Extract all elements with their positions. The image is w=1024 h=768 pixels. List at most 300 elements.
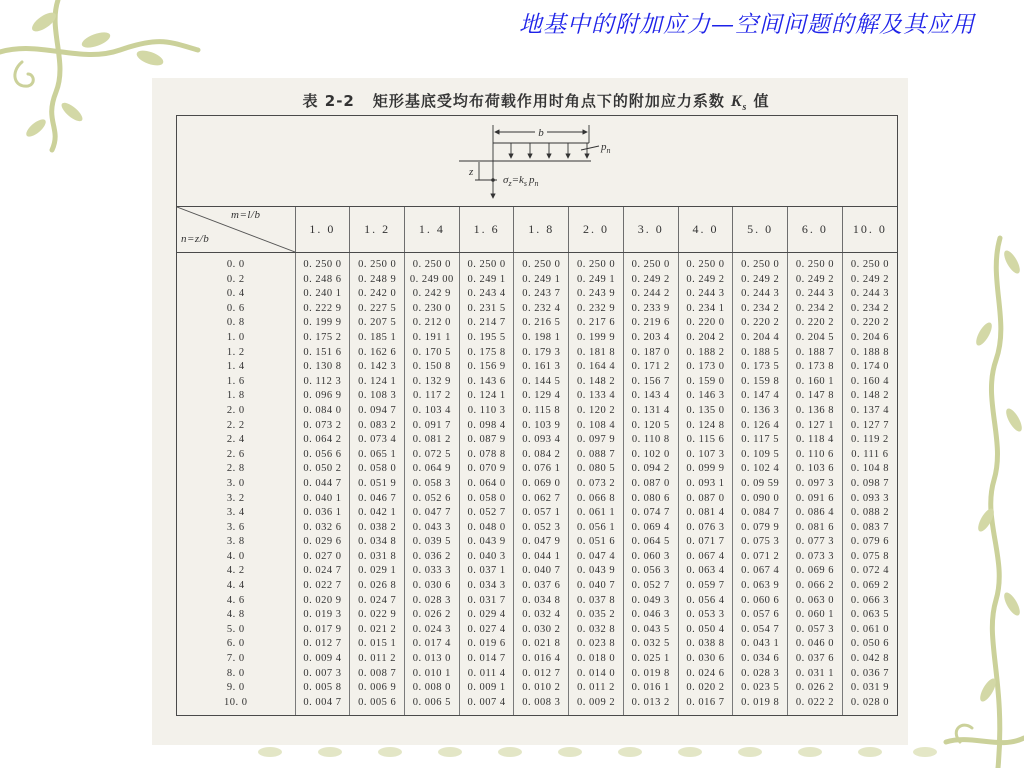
n-value-cell: 1. 0 [226,331,245,343]
coefficient-cell: 0. 071 7 [678,535,733,550]
coefficient-cell: 0. 059 7 [678,579,733,594]
coefficient-cell: 0. 159 8 [733,375,788,390]
coefficient-cell: 0. 038 8 [678,637,733,652]
coefficient-cell: 0. 212 0 [405,316,460,331]
coefficient-cell: 0. 088 7 [569,448,624,463]
stress-formula: $\sigma_z=k_s$ $p_n$ [503,174,539,188]
coefficient-cell: 0. 008 3 [514,696,569,716]
coefficient-cell: 0. 069 0 [514,477,569,492]
coefficient-cell: 0. 124 1 [459,389,514,404]
coefficient-cell: 0. 243 7 [514,287,569,302]
coefficient-cell: 0. 064 5 [623,535,678,550]
coefficient-cell: 0. 104 8 [842,462,897,477]
caption-suffix: 值 [753,92,770,110]
coefficient-cell: 0. 040 1 [295,492,350,507]
coefficient-cell: 0. 073 4 [350,433,405,448]
coefficient-cell: 0. 109 5 [733,448,788,463]
coefficient-cell: 0. 073 2 [295,419,350,434]
coefficient-cell: 0. 108 3 [350,389,405,404]
table-row [177,331,897,346]
n-value-cell: 4. 4 [226,580,245,592]
leaf [1001,590,1023,618]
coefficient-cell: 0. 142 3 [350,360,405,375]
leaf [80,29,112,51]
coefficient-cell: 0. 175 8 [459,346,514,361]
coefficient-cell: 0. 069 2 [842,579,897,594]
coefficient-cell: 0. 087 0 [678,492,733,507]
coefficient-cell: 0. 175 2 [295,331,350,346]
coefficient-cell: 0. 016 7 [678,696,733,716]
coefficient-cell: 0. 148 2 [569,375,624,390]
table-row [177,696,897,716]
coefficient-cell: 0. 249 2 [842,273,897,288]
coefficient-cell: 0. 124 8 [678,419,733,434]
m-column-header: 1. 6 [459,207,514,253]
coefficient-cell: 0. 023 8 [569,637,624,652]
coefficient-cell: 0. 150 8 [405,360,460,375]
coefficient-cell: 0. 188 8 [842,346,897,361]
coefficient-cell: 0. 231 5 [459,302,514,317]
leaf [498,747,522,757]
coefficient-cell: 0. 198 1 [514,331,569,346]
coefficient-cell: 0. 058 0 [459,492,514,507]
coefficient-cell: 0. 151 6 [295,346,350,361]
load-leader-line [581,146,599,150]
coefficient-cell: 0. 012 7 [295,637,350,652]
coefficient-cell: 0. 232 4 [514,302,569,317]
coefficient-cell: 0. 009 1 [459,681,514,696]
n-value-cell: 9. 0 [226,682,245,694]
coefficient-cell: 0. 075 8 [842,550,897,565]
n-value-cell: 3. 0 [226,477,245,489]
coefficient-cell: 0. 072 4 [842,564,897,579]
coefficient-cell: 0. 250 0 [459,253,514,273]
coefficient-cell: 0. 043 1 [733,637,788,652]
coefficient-cell: 0. 127 1 [788,419,843,434]
coefficient-cell: 0. 102 0 [623,448,678,463]
corner-header-cell [177,207,295,253]
coefficient-cell: 0. 051 6 [569,535,624,550]
coefficient-cell: 0. 005 8 [295,681,350,696]
coefficient-cell: 0. 052 7 [459,506,514,521]
coefficient-cell: 0. 026 2 [405,608,460,623]
coefficient-cell: 0. 009 2 [569,696,624,716]
coefficient-cell: 0. 107 3 [678,448,733,463]
coefficient-cell: 0. 087 9 [459,433,514,448]
coefficient-cell: 0. 090 0 [733,492,788,507]
coefficient-cell: 0. 103 9 [514,419,569,434]
coefficient-cell: 0. 019 6 [459,637,514,652]
coefficient-cell: 0. 011 4 [459,667,514,682]
coefficient-cell: 0. 014 7 [459,652,514,667]
caption-text: 矩形基底受均布荷载作用时角点下的附加应力系数 [372,92,725,110]
coefficient-cell: 0. 188 5 [733,346,788,361]
table-row [177,404,897,419]
coefficient-cell: 0. 249 1 [459,273,514,288]
n-value-cell: 7. 0 [226,653,245,665]
coefficient-cell: 0. 061 1 [569,506,624,521]
coefficient-cell: 0. 063 9 [733,579,788,594]
table-row [177,667,897,682]
coefficient-cell: 0. 081 4 [678,506,733,521]
coefficient-cell: 0. 043 3 [405,521,460,536]
m-axis-label: m=l/b [231,209,261,221]
n-value-cell: 8. 0 [226,667,245,679]
coefficient-cell: 0. 127 7 [842,419,897,434]
leaf [438,747,462,757]
coefficient-cell: 0. 056 4 [678,594,733,609]
coefficient-cell: 0. 077 3 [788,535,843,550]
coefficient-cell: 0. 057 3 [788,623,843,638]
coefficient-cell: 0. 111 6 [842,448,897,463]
coefficient-cell: 0. 020 9 [295,594,350,609]
coefficient-cell: 0. 098 7 [842,477,897,492]
coefficient-cell: 0. 052 6 [405,492,460,507]
coefficient-cell: 0. 220 2 [733,316,788,331]
coefficient-cell: 0. 023 5 [733,681,788,696]
table-row [177,253,897,273]
coefficient-cell: 0. 075 3 [733,535,788,550]
coefficient-cell: 0. 034 8 [514,594,569,609]
coefficient-cell: 0. 156 9 [459,360,514,375]
m-column-header: 10. 0 [842,207,897,253]
coefficient-cell: 0. 073 2 [569,477,624,492]
coefficient-cell: 0. 040 7 [569,579,624,594]
coefficient-cell: 0. 066 2 [788,579,843,594]
leaf [913,747,937,757]
n-value-cell: 1. 2 [226,346,245,358]
coefficient-cell: 0. 021 8 [514,637,569,652]
coefficient-cell: 0. 242 9 [405,287,460,302]
coefficient-cell: 0. 250 0 [733,253,788,273]
coefficient-cell: 0. 052 7 [623,579,678,594]
leaf [678,747,702,757]
table-row [177,506,897,521]
coefficient-cell: 0. 005 6 [350,696,405,716]
coefficient-cell: 0. 216 5 [514,316,569,331]
coefficient-cell: 0. 248 9 [350,273,405,288]
coefficient-cell: 0. 234 2 [788,302,843,317]
n-value-cell: 2. 6 [226,448,245,460]
table-body [177,253,897,716]
m-column-header: 1. 2 [350,207,405,253]
coefficient-cell: 0. 244 3 [788,287,843,302]
coefficient-cell: 0. 131 4 [623,404,678,419]
coefficient-cell: 0. 232 9 [569,302,624,317]
coefficient-cell: 0. 013 0 [405,652,460,667]
coefficient-cell: 0. 173 8 [788,360,843,375]
leaf [59,100,85,124]
table-row [177,535,897,550]
coefficient-cell: 0. 164 4 [569,360,624,375]
m-column-header: 3. 0 [623,207,678,253]
coefficient-cell: 0. 031 7 [459,594,514,609]
n-value-cell: 0. 8 [226,317,245,329]
coefficient-cell: 0. 084 0 [295,404,350,419]
coefficient-cell: 0. 051 9 [350,477,405,492]
coefficient-cell: 0. 029 4 [459,608,514,623]
coefficient-cell: 0. 050 4 [678,623,733,638]
coefficient-cell: 0. 027 4 [459,623,514,638]
coefficient-cell: 0. 083 7 [842,521,897,536]
leaf [378,747,402,757]
coefficient-cell: 0. 072 5 [405,448,460,463]
depth-label: z [469,166,474,178]
leaf [973,320,995,348]
coefficient-cell: 0. 043 9 [569,564,624,579]
coefficient-cell: 0. 220 2 [842,316,897,331]
coefficient-cell: 0. 014 0 [569,667,624,682]
coefficient-cell: 0. 084 7 [733,506,788,521]
coefficient-cell: 0. 024 7 [295,564,350,579]
coefficient-cell: 0. 056 1 [569,521,624,536]
table-row [177,433,897,448]
coefficient-cell: 0. 009 4 [295,652,350,667]
n-axis-label: n=z/b [181,233,210,245]
coefficient-cell: 0. 185 1 [350,331,405,346]
coefficient-cell: 0. 079 6 [842,535,897,550]
m-column-header: 1. 8 [514,207,569,253]
coefficient-cell: 0. 096 9 [295,389,350,404]
coefficient-cell: 0. 115 8 [514,404,569,419]
table-row [177,637,897,652]
coefficient-cell: 0. 136 3 [733,404,788,419]
coefficient-cell: 0. 250 0 [788,253,843,273]
coefficient-cell: 0. 204 6 [842,331,897,346]
coefficient-cell: 0. 071 2 [733,550,788,565]
coefficient-cell: 0. 119 2 [842,433,897,448]
coefficient-cell: 0. 040 3 [459,550,514,565]
vine-stem [52,0,60,150]
coefficient-cell: 0. 250 0 [623,253,678,273]
table-row [177,419,897,434]
coefficient-cell: 0. 032 6 [295,521,350,536]
table-row [177,623,897,638]
coefficient-cell: 0. 057 1 [514,506,569,521]
coefficient-cell: 0. 034 8 [350,535,405,550]
coefficient-cell: 0. 120 2 [569,404,624,419]
coefficient-cell: 0. 024 7 [350,594,405,609]
leaf [738,747,762,757]
coefficient-cell: 0. 110 3 [459,404,514,419]
coefficient-cell: 0. 037 1 [459,564,514,579]
coefficient-cell: 0. 244 3 [678,287,733,302]
coefficient-cell: 0. 243 9 [569,287,624,302]
coefficient-cell: 0. 037 6 [788,652,843,667]
coefficient-cell: 0. 047 4 [569,550,624,565]
coefficient-cell: 0. 013 2 [623,696,678,716]
coefficient-cell: 0. 065 1 [350,448,405,463]
coefficient-cell: 0. 031 1 [788,667,843,682]
coefficient-cell: 0. 250 0 [295,253,350,273]
coefficient-cell: 0. 017 9 [295,623,350,638]
coefficient-cell: 0. 063 0 [788,594,843,609]
coefficient-cell: 0. 043 9 [459,535,514,550]
coefficient-cell: 0. 09 59 [733,477,788,492]
coefficient-cell: 0. 079 9 [733,521,788,536]
coefficient-cell: 0. 033 3 [405,564,460,579]
coefficient-cell: 0. 135 0 [678,404,733,419]
coefficient-cell: 0. 171 2 [623,360,678,375]
coefficient-cell: 0. 249 1 [569,273,624,288]
coefficient-cell: 0. 126 4 [733,419,788,434]
coefficient-cell: 0. 006 5 [405,696,460,716]
table-row [177,579,897,594]
coefficient-cell: 0. 046 3 [623,608,678,623]
coefficient-cell: 0. 028 3 [405,594,460,609]
coefficient-cell: 0. 069 6 [788,564,843,579]
leaf [1001,248,1023,276]
coefficient-cell: 0. 099 9 [678,462,733,477]
coefficient-cell: 0. 054 7 [733,623,788,638]
coefficient-cell: 0. 028 0 [842,696,897,716]
coefficient-cell: 0. 030 2 [514,623,569,638]
coefficient-cell: 0. 066 3 [842,594,897,609]
coefficient-cell: 0. 008 7 [350,667,405,682]
n-value-cell: 5. 0 [226,623,245,635]
table-row [177,375,897,390]
coefficient-cell: 0. 170 5 [405,346,460,361]
coefficient-cell: 0. 076 3 [678,521,733,536]
coefficient-cell: 0. 021 2 [350,623,405,638]
coefficient-cell: 0. 047 9 [514,535,569,550]
bottom-leaf-band [258,747,937,757]
coefficient-cell: 0. 087 0 [623,477,678,492]
n-value-cell: 0. 6 [226,302,245,314]
table-row [177,273,897,288]
coefficient-cell: 0. 156 7 [623,375,678,390]
coefficient-cell: 0. 214 7 [459,316,514,331]
diagram-lines [459,125,599,198]
coefficient-cell: 0. 199 9 [295,316,350,331]
table-row [177,389,897,404]
n-value-cell: 3. 8 [226,536,245,548]
coefficient-cell: 0. 019 8 [623,667,678,682]
coefficient-cell: 0. 035 2 [569,608,624,623]
coefficient-cell: 0. 081 2 [405,433,460,448]
leaf [858,747,882,757]
coefficient-cell: 0. 050 6 [842,637,897,652]
m-column-header: 6. 0 [788,207,843,253]
coefficient-cell: 0. 032 4 [514,608,569,623]
coefficient-cell: 0. 076 1 [514,462,569,477]
coefficient-cell: 0. 143 4 [623,389,678,404]
coefficient-cell: 0. 080 5 [569,462,624,477]
coefficient-cell: 0. 110 8 [623,433,678,448]
coefficient-cell: 0. 067 4 [733,564,788,579]
table-number: 表 2-2 [302,92,355,110]
coefficient-cell: 0. 133 4 [569,389,624,404]
coefficient-cell: 0. 144 5 [514,375,569,390]
coefficient-cell: 0. 118 4 [788,433,843,448]
m-column-header: 4. 0 [678,207,733,253]
table-row [177,594,897,609]
coefficient-cell: 0. 204 2 [678,331,733,346]
coefficient-cell: 0. 037 6 [514,579,569,594]
coefficient-cell: 0. 067 4 [678,550,733,565]
coefficient-cell: 0. 097 3 [788,477,843,492]
leaf [135,48,165,69]
m-column-header: 1. 0 [295,207,350,253]
coefficient-cell: 0. 120 5 [623,419,678,434]
coefficient-cell: 0. 188 2 [678,346,733,361]
table-row [177,608,897,623]
coefficient-cell: 0. 006 9 [350,681,405,696]
coefficient-cell: 0. 052 3 [514,521,569,536]
n-value-cell: 0. 2 [226,273,245,285]
coefficient-cell: 0. 044 7 [295,477,350,492]
coefficient-cell: 0. 022 2 [788,696,843,716]
coefficient-cell: 0. 083 2 [350,419,405,434]
coefficient-cell: 0. 222 9 [295,302,350,317]
coefficient-cell: 0. 019 8 [733,696,788,716]
coefficient-cell: 0. 217 6 [569,316,624,331]
coefficient-cell: 0. 057 6 [733,608,788,623]
coefficient-cell: 0. 240 1 [295,287,350,302]
coefficient-cell: 0. 147 4 [733,389,788,404]
coefficient-cell: 0. 048 0 [459,521,514,536]
coefficient-cell: 0. 060 1 [788,608,843,623]
coefficient-cell: 0. 249 2 [788,273,843,288]
coefficient-cell: 0. 064 2 [295,433,350,448]
coefficient-cell: 0. 038 2 [350,521,405,536]
coefficient-cell: 0. 162 6 [350,346,405,361]
coefficient-cell: 0. 074 7 [623,506,678,521]
coefficient-cell: 0. 103 6 [788,462,843,477]
coefficient-cell: 0. 220 2 [788,316,843,331]
coefficient-cell: 0. 032 5 [623,637,678,652]
coefficient-cell: 0. 244 3 [842,287,897,302]
n-value-cell: 4. 8 [226,609,245,621]
coefficient-cell: 0. 056 3 [623,564,678,579]
coefficient-cell: 0. 088 2 [842,506,897,521]
coefficient-cell: 0. 024 6 [678,667,733,682]
coefficient-cell: 0. 015 1 [350,637,405,652]
coefficient-cell: 0. 249 00 [405,273,460,288]
n-value-cell: 3. 2 [226,492,245,504]
coefficient-cell: 0. 046 0 [788,637,843,652]
coefficient-cell: 0. 056 6 [295,448,350,463]
coefficient-cell: 0. 019 3 [295,608,350,623]
table-row [177,564,897,579]
coefficient-cell: 0. 011 2 [569,681,624,696]
coefficient-cell: 0. 036 1 [295,506,350,521]
coefficient-cell: 0. 204 5 [788,331,843,346]
coefficient-cell: 0. 040 7 [514,564,569,579]
table-row [177,477,897,492]
coefficient-cell: 0. 060 6 [733,594,788,609]
coefficient-cell: 0. 227 5 [350,302,405,317]
coefficient-cell: 0. 181 8 [569,346,624,361]
vine-tendril [15,62,33,86]
coefficient-cell: 0. 062 7 [514,492,569,507]
n-value-cell: 2. 4 [226,434,245,446]
table-row [177,462,897,477]
width-label: b [538,127,544,139]
coefficient-cell: 0. 148 2 [842,389,897,404]
coefficient-cell: 0. 016 1 [623,681,678,696]
n-value-cell: 2. 2 [226,419,245,431]
coefficient-cell: 0. 249 2 [623,273,678,288]
coefficient-cell: 0. 012 7 [514,667,569,682]
stress-point [491,178,495,182]
coefficient-cell: 0. 018 0 [569,652,624,667]
coefficient-cell: 0. 063 5 [842,608,897,623]
n-value-cell: 1. 4 [226,361,245,373]
coefficient-cell: 0. 026 2 [788,681,843,696]
coefficient-cell: 0. 244 2 [623,287,678,302]
coefficient-subscript: s [742,102,748,113]
